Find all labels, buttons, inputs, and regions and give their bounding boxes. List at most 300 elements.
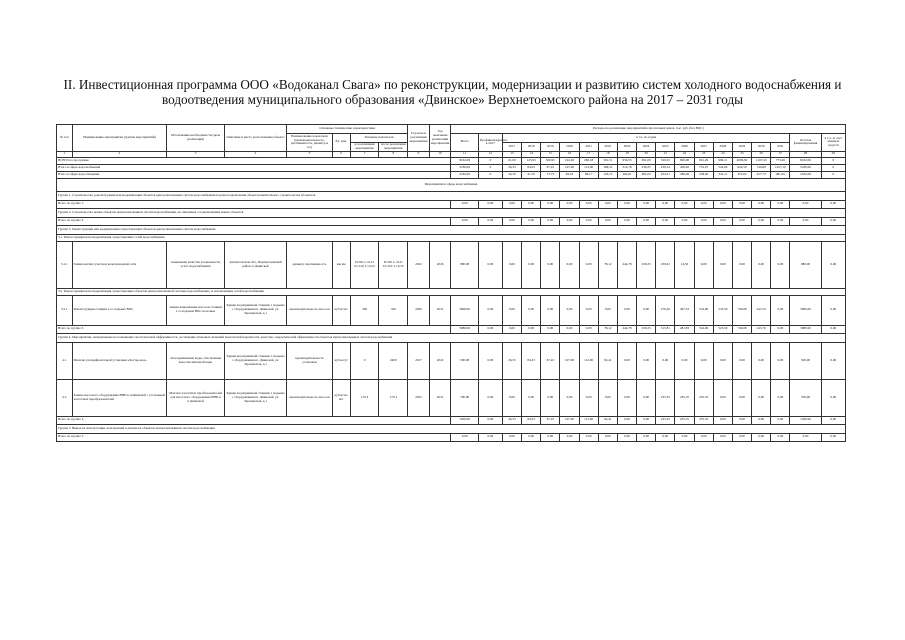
index-cell: 7 xyxy=(350,151,379,157)
measure-location: Здание водоприемной станции 1 подъема с оборудованием п. Двинской, ул. Зареченская, д.1 xyxy=(224,295,286,325)
group-total-label: Всего по группе 2. xyxy=(57,217,451,225)
group-total-value: 0,00 xyxy=(617,217,636,225)
group-total-value: 0,00 xyxy=(771,217,790,225)
measure-year-value: 0,00 xyxy=(732,241,751,288)
total-year-value: 4096,82 xyxy=(732,157,751,164)
measure-purpose: повышение качества и надежности услуг водоснабжения xyxy=(167,241,225,288)
measure-year-start: 2022 xyxy=(408,241,430,288)
measure-year-value: 26,33 xyxy=(502,342,521,379)
group-3-sub-1-row xyxy=(57,234,846,241)
total-year-value: 391,51 xyxy=(598,157,617,164)
measure-year-value: 0,00 xyxy=(502,379,521,416)
measure-year-value: 0,00 xyxy=(598,295,617,325)
group-total-value: 0,00 xyxy=(675,200,694,208)
total-year-value: 61,09 xyxy=(502,157,521,164)
group-total-value: 0,00 xyxy=(656,200,675,208)
group-total-value: 0,00 xyxy=(541,217,560,225)
total-year-value: 1107,43 xyxy=(752,157,771,164)
header-name: Наименование мероприятия (группы мероприятий) xyxy=(72,125,167,152)
group-total-year: 515,81 xyxy=(656,325,675,333)
group-total-value: 0,00 xyxy=(694,200,713,208)
measure-year-value: 235,35 xyxy=(694,379,713,416)
total-year-value: 341,11 xyxy=(713,171,732,178)
measure-no: 4.1 xyxy=(57,342,73,379)
measure-year-value: 0,00 xyxy=(713,241,732,288)
measure-year-value: 0,00 xyxy=(541,241,560,288)
total-year-value: 224,21 xyxy=(656,171,675,178)
group-title: Группа 5. Вывод из эксплуатации, консервация и демонтаж объектов централизованных систем водоснабжения xyxy=(57,424,846,433)
measure-year-value: 0,00 xyxy=(502,295,521,325)
total-before-2017: 0 xyxy=(478,164,502,171)
measure-year-value: 276,20 xyxy=(656,295,675,325)
total-year-value: 260,18 xyxy=(579,157,598,164)
header-total: Всего xyxy=(451,134,479,152)
group-total-year: 67,22 xyxy=(541,416,560,424)
group-total-borrowed: 0,00 xyxy=(821,416,845,424)
group-title: Группа 2. Строительство новых объектов централизованных систем водоснабжения, не связанных с подключением новых объектов xyxy=(57,208,846,217)
measure-year-end: 2031 xyxy=(429,295,451,325)
measure-borrowed: 0,00 xyxy=(821,342,845,379)
group-total-value: 0,00 xyxy=(579,217,598,225)
measure-year-value: 0,00 xyxy=(656,342,675,379)
measure-year-value: 0,00 xyxy=(771,342,790,379)
total-year-value: 1457,10 xyxy=(771,164,790,171)
total-value: 8162,09 xyxy=(451,157,479,164)
index-cell: 28 xyxy=(790,151,821,157)
total-row xyxy=(57,171,846,178)
measure-year-value: 0,00 xyxy=(541,295,560,325)
header-year: 2021 xyxy=(579,143,598,152)
measure-year-value: 0,00 xyxy=(522,241,541,288)
index-cell: 4 xyxy=(224,151,286,157)
header-year: 2026 xyxy=(675,143,694,152)
group-total-value: 0,00 xyxy=(790,217,821,225)
index-cell: 24 xyxy=(713,151,732,157)
index-cell: 12 xyxy=(478,151,502,157)
group-total-before: 0,00 xyxy=(478,325,502,333)
group-total-year: 235,35 xyxy=(675,416,694,424)
index-cell: 23 xyxy=(694,151,713,157)
header-val-before: до реализации мероприятия xyxy=(350,143,379,152)
measure-year-value: 0,00 xyxy=(560,379,579,416)
measure-year-value: 0,00 xyxy=(522,295,541,325)
total-remaining: 2182,09 xyxy=(790,171,821,178)
measure-year-value: 14,30 xyxy=(675,241,694,288)
measure-year-value: 524,00 xyxy=(694,295,713,325)
total-year-value: 73,73 xyxy=(541,171,560,178)
total-year-value: 481,02 xyxy=(637,171,656,178)
measure-param: производительность установки xyxy=(287,342,333,379)
index-cell: 3 xyxy=(167,151,225,157)
measure-purpose: обеззараживание воды, обеспечение качества питьевой воды xyxy=(167,342,225,379)
measure-value-before: 0 xyxy=(350,342,379,379)
group-total-year: 235,35 xyxy=(656,416,675,424)
measure-row xyxy=(57,379,846,416)
measure-year-value: 0,00 xyxy=(771,241,790,288)
measure-year-value: 0,00 xyxy=(752,379,771,416)
measure-year-value: 245,70 xyxy=(752,295,771,325)
measure-year-value: 0,00 xyxy=(579,241,598,288)
group-total-year: 78,12 xyxy=(598,325,617,333)
group-total-year: 235,35 xyxy=(694,416,713,424)
total-year-value: 41,70 xyxy=(522,171,541,178)
group-3-sub-2-row xyxy=(57,288,846,295)
group-total-value: 0,00 xyxy=(752,200,771,208)
measure-no: 4.2 xyxy=(57,379,73,416)
header-tech-group: Основные технические характеристики xyxy=(287,125,408,134)
header-year: 2029 xyxy=(732,143,751,152)
group-total-value: 0,00 xyxy=(451,433,479,441)
page-title xyxy=(60,77,845,107)
header-year-end: Год окончания реализации мероприятия xyxy=(429,125,451,152)
measure-year-value: 0,00 xyxy=(617,379,636,416)
header-year: 2025 xyxy=(656,143,675,152)
total-before-2017: 0 xyxy=(478,171,502,178)
subgroup-title: 3.2. Реконструкция или модернизация существующих объектов централизованной системы водоснабжения, за исключением сетей водоснабжения xyxy=(57,288,846,295)
group-total-value: 0,00 xyxy=(502,433,521,441)
measure-year-value: 0,00 xyxy=(579,379,598,416)
measure-remaining: 980,00 xyxy=(790,241,821,288)
header-purpose: Обоснование необходимости (цель реализации) xyxy=(167,125,225,152)
measure-year-value: 0,00 xyxy=(675,342,694,379)
total-year-value: 991,29 xyxy=(694,157,713,164)
group-total-value: 0,00 xyxy=(637,200,656,208)
total-year-value: 26,33 xyxy=(502,164,521,171)
index-cell: 18 xyxy=(598,151,617,157)
total-year-value: 472,02 xyxy=(732,171,751,178)
measure-year-value: 0,00 xyxy=(598,379,617,416)
index-cell: 9 xyxy=(408,151,430,157)
group-total-value: 0,00 xyxy=(478,200,502,208)
group-4-total-row xyxy=(57,416,846,424)
total-year-value: 656,55 xyxy=(617,157,636,164)
measure-location: Архангельская обл., Верхнетоемский район, п.Двинской xyxy=(224,241,286,288)
measure-location: Здание водоприемной станции 1 подъема с оборудованием п. Двинской, ул. Зареченская, д.1 xyxy=(224,379,286,416)
measure-year-value: 467,53 xyxy=(675,295,694,325)
subgroup-title: 3.1. Реконструкция или модернизация существующих сетей водоснабжения xyxy=(57,234,846,241)
total-year-value: 520,25 xyxy=(656,157,675,164)
group-total-year: 0,00 xyxy=(579,325,598,333)
group-total-year: 112,00 xyxy=(579,416,598,424)
total-year-value: 239,25 xyxy=(637,164,656,171)
group-total-value: 0,00 xyxy=(771,433,790,441)
measure-total: 980,00 xyxy=(451,241,479,288)
total-year-value: 286,40 xyxy=(675,171,694,178)
title-line-2: водоотведения муниципального образования «Двинское» Верхнетоемского района на 2017 – 2031 годы xyxy=(161,92,744,107)
index-cell: 14 xyxy=(522,151,541,157)
measure-param: производительность насосов xyxy=(287,295,333,325)
group-total-value: 0,00 xyxy=(598,217,617,225)
group-total-value: 0,00 xyxy=(560,200,579,208)
measure-year-value: 235,35 xyxy=(675,379,694,416)
index-cell: 8 xyxy=(379,151,408,157)
total-year-value: 300,95 xyxy=(541,157,560,164)
group-total-label: Всего по группе 1. xyxy=(57,200,451,208)
measure-total: 700,00 xyxy=(451,379,479,416)
measure-year-end: 2031 xyxy=(429,379,451,416)
total-year-value: 168,52 xyxy=(598,164,617,171)
measure-year-value: 0,00 xyxy=(637,295,656,325)
total-year-value: 427,73 xyxy=(752,171,771,178)
measure-row xyxy=(57,241,846,288)
total-year-value: 773,49 xyxy=(771,157,790,164)
header-tech-unit: Ед. изм. xyxy=(332,134,350,152)
group-total-remaining: 3980,00 xyxy=(790,325,821,333)
measure-year-value: 0,00 xyxy=(771,295,790,325)
measure-year-start: 2026 xyxy=(408,295,430,325)
group-total-value: 0,00 xyxy=(598,433,617,441)
group-total-value: 0,00 xyxy=(617,433,636,441)
group-total-label: Всего по группе 5. xyxy=(57,433,451,441)
index-cell: 25 xyxy=(732,151,751,157)
measure-year-value: 84,23 xyxy=(522,342,541,379)
group-total-label: Всего по группе 4. xyxy=(57,416,451,424)
index-cell: 29 xyxy=(821,151,845,157)
group-total-borrowed: 0,00 xyxy=(821,325,845,333)
group-total-year: 523,50 xyxy=(713,325,732,333)
group-total-year: 26,33 xyxy=(502,416,521,424)
measure-param: диаметр протяженность xyxy=(287,241,333,288)
group-total-value: 0,00 xyxy=(451,217,479,225)
group-title: Группа 4. Мероприятия, направленные на повышение экологической эффективности, достижение плановых значений показателей надежности, качества, энергетической эффективности объектов централизованных систем водоснабжения xyxy=(57,333,846,342)
group-total-value: 0,00 xyxy=(522,200,541,208)
measure-borrowed: 0,00 xyxy=(821,379,845,416)
total-year-value: 996,00 xyxy=(675,157,694,164)
measure-year-value: 112,00 xyxy=(579,342,598,379)
measure-value-before: 330 xyxy=(350,295,379,325)
measure-unit: куб.м/сут xyxy=(332,342,350,379)
group-total-remaining: 1200,00 xyxy=(790,416,821,424)
group-total-value: 0,00 xyxy=(821,200,845,208)
group-total-year: 749,68 xyxy=(732,325,751,333)
total-year-value: 162,01 xyxy=(617,171,636,178)
group-total-value: 0,00 xyxy=(821,433,845,441)
header-no: № п/п xyxy=(57,125,73,152)
group-total-value: 0,00 xyxy=(637,217,656,225)
group-total-year: 0,00 xyxy=(522,325,541,333)
total-value: 2182,09 xyxy=(451,171,479,178)
index-cell: 5 xyxy=(287,151,333,157)
section-row xyxy=(57,178,846,191)
total-year-value: 524,00 xyxy=(713,164,732,171)
measure-year-value: 0,00 xyxy=(502,241,521,288)
total-year-value: 481,45 xyxy=(771,171,790,178)
total-year-value: 84,10 xyxy=(560,171,579,178)
index-cell: 15 xyxy=(541,151,560,157)
header-row-1 xyxy=(57,125,846,134)
total-borrowed: 0 xyxy=(821,171,845,178)
group-3-total-row xyxy=(57,325,846,333)
group-total-value: 0,00 xyxy=(541,200,560,208)
group-3-row xyxy=(57,225,846,234)
measure-param: производительность насосов xyxy=(287,379,333,416)
total-year-value: 112,00 xyxy=(579,164,598,171)
header-year: 2022 xyxy=(598,143,617,152)
measure-year-value: 239,61 xyxy=(656,241,675,288)
index-cell: 19 xyxy=(617,151,636,157)
header-year: 2030 xyxy=(752,143,771,152)
measure-value-before: D=90; L=0,21 D=110; L=0,25 xyxy=(350,241,379,288)
index-cell: 21 xyxy=(656,151,675,157)
group-1-total-row xyxy=(57,200,846,208)
measure-remaining: 700,00 xyxy=(790,379,821,416)
group-total-label: Всего по группе 3. xyxy=(57,325,451,333)
group-total-year: 245,70 xyxy=(752,325,771,333)
group-total-value: 0,00 xyxy=(732,217,751,225)
header-year: 2024 xyxy=(637,143,656,152)
header-costs-group: Расходы на реализацию мероприятий в прогнозных ценах, тыс. руб. (без НДС) xyxy=(451,125,846,134)
total-year-value: 126,72 xyxy=(598,171,617,178)
measure-year-value: 0,00 xyxy=(617,295,636,325)
total-label: Итого в сфере водоотведения xyxy=(57,171,451,178)
measure-row xyxy=(57,295,846,325)
header-val-after: после реализации мероприятия xyxy=(380,142,406,150)
measure-year-value: 0,00 xyxy=(713,379,732,416)
investment-table xyxy=(56,124,846,442)
total-borrowed: 0 xyxy=(821,157,845,164)
measure-before-2017: 0,00 xyxy=(478,379,502,416)
measure-row xyxy=(57,342,846,379)
measure-before-2017: 0,00 xyxy=(478,342,502,379)
measure-year-value: 0,00 xyxy=(752,241,771,288)
measure-borrowed: 0,00 xyxy=(821,295,845,325)
group-total-year: 107,00 xyxy=(560,416,579,424)
measure-unit: куб.м/час xyxy=(332,295,350,325)
header-borrowed: в т.ч. за счет заемных средств xyxy=(821,134,845,152)
index-cell: 1 xyxy=(57,151,73,157)
group-total-value: 0,00 xyxy=(752,217,771,225)
group-total-year: 0,00 xyxy=(752,416,771,424)
group-total-value: 0,00 xyxy=(675,433,694,441)
group-total-value: 0,00 xyxy=(656,433,675,441)
measure-year-value: 0,00 xyxy=(560,241,579,288)
total-year-value: 624,50 xyxy=(732,164,751,171)
group-total-value: 0,00 xyxy=(579,433,598,441)
measure-year-value: 107,00 xyxy=(560,342,579,379)
total-year-value: 238,40 xyxy=(694,171,713,178)
header-location: Описание и место расположения объекта xyxy=(224,125,286,152)
group-total-year: 239,25 xyxy=(637,325,656,333)
total-year-value: 691,00 xyxy=(637,157,656,164)
measure-value-after: D=90; L=0,21 D=110; L=0,25 xyxy=(379,241,408,288)
measure-year-value: 239,25 xyxy=(637,241,656,288)
measure-purpose: Монтаж частотных преобразователей для насосного оборудования ВНП в п.Двинской xyxy=(167,379,225,416)
group-total-value: 0,00 xyxy=(821,217,845,225)
measure-year-value: 0,00 xyxy=(560,295,579,325)
measure-value-after: 170 4 xyxy=(379,379,408,416)
group-total-year: 481,83 xyxy=(675,325,694,333)
group-1-row xyxy=(57,191,846,200)
measure-year-value: 0,00 xyxy=(732,342,751,379)
total-year-value: 314,78 xyxy=(617,164,636,171)
index-cell: 6 xyxy=(332,151,350,157)
section-title: Мероприятия в сфере водоснабжения xyxy=(57,178,846,191)
group-total-value: 3980,00 xyxy=(451,325,479,333)
total-year-value: 996,11 xyxy=(713,157,732,164)
group-total-year: 0,00 xyxy=(637,416,656,424)
measure-year-value: 67,22 xyxy=(541,342,560,379)
group-title: Группа 1. Строительство, реконструкция или модернизация объектов централизованных систем водоснабжения в целях подключения объектов капитального строительства абонентов xyxy=(57,191,846,200)
measure-year-value: 0,00 xyxy=(694,342,713,379)
group-total-value: 0,00 xyxy=(732,433,751,441)
header-year: 2028 xyxy=(713,143,732,152)
group-total-value: 0,00 xyxy=(694,433,713,441)
group-total-value: 0,00 xyxy=(637,433,656,441)
measure-year-value: 0,00 xyxy=(771,379,790,416)
index-cell: 16 xyxy=(560,151,579,157)
measure-year-value: 0,00 xyxy=(541,379,560,416)
header-year: 2020 xyxy=(560,143,579,152)
header-year: 2017 xyxy=(502,143,521,152)
group-total-year: 0,00 xyxy=(713,416,732,424)
measure-total: 3000,00 xyxy=(451,295,479,325)
index-cell: 11 xyxy=(451,151,479,157)
total-year-value: 239,54 xyxy=(656,164,675,171)
measure-remaining: 500,00 xyxy=(790,342,821,379)
index-cell: 17 xyxy=(579,151,598,157)
total-year-value: 34,76 xyxy=(502,171,521,178)
total-year-value: 192,20 xyxy=(560,157,579,164)
group-total-year: 0,00 xyxy=(541,325,560,333)
measure-value-after: 2400 xyxy=(379,342,408,379)
header-tech-name: Наименование показателя (производительность, протяженность, диаметр и т.п.) xyxy=(287,134,333,152)
measure-year-value: 0,00 xyxy=(617,342,636,379)
header-year: 2023 xyxy=(617,143,636,152)
group-total-value: 0,00 xyxy=(502,200,521,208)
total-label: ВСЕГО по программе xyxy=(57,157,451,164)
measure-year-value: 0,00 xyxy=(713,342,732,379)
total-year-value: 80,17 xyxy=(579,171,598,178)
total-remaining: 8162,09 xyxy=(790,157,821,164)
group-total-value: 0,00 xyxy=(771,200,790,208)
measure-year-value: 0,00 xyxy=(637,342,656,379)
measure-year-value: 0,00 xyxy=(522,379,541,416)
measure-year-value: 0,00 xyxy=(694,241,713,288)
group-total-value: 0,00 xyxy=(656,217,675,225)
header-year: 2018 xyxy=(522,143,541,152)
total-row xyxy=(57,157,846,164)
group-total-value: 0,00 xyxy=(732,200,751,208)
group-total-value: 0,00 xyxy=(694,217,713,225)
total-before-2017: 0 xyxy=(478,157,502,164)
total-borrowed: 0 xyxy=(821,164,845,171)
group-total-value: 0,00 xyxy=(598,200,617,208)
total-label: Итого в сфере водоснабжения xyxy=(57,164,451,171)
total-year-value: 84,23 xyxy=(522,164,541,171)
group-5-row xyxy=(57,424,846,433)
measure-year-value: 235,35 xyxy=(656,379,675,416)
group-total-year: 84,23 xyxy=(522,416,541,424)
measure-year-value: 0,00 xyxy=(579,295,598,325)
measure-year-value: 244,78 xyxy=(617,241,636,288)
measure-year-value: 0,00 xyxy=(732,379,751,416)
measure-name: Замена насосного оборудования ВНП в п.Двинской с установкой частотных преобразователей xyxy=(72,379,167,416)
measure-value-after: 330 xyxy=(379,295,408,325)
measure-year-value: 749,68 xyxy=(732,295,751,325)
group-total-value: 0,00 xyxy=(451,200,479,208)
group-total-value: 0,00 xyxy=(752,433,771,441)
measure-total: 500,00 xyxy=(451,342,479,379)
measure-name: Реконструкция станции 1-го подъема ВОС xyxy=(72,295,167,325)
measure-year-value: 78,12 xyxy=(598,241,617,288)
measure-before-2017: 0,00 xyxy=(478,241,502,288)
group-total-value: 0,00 xyxy=(675,217,694,225)
group-5-total-row xyxy=(57,433,846,441)
measure-no: 3.2.1 xyxy=(57,295,73,325)
group-2-row xyxy=(57,208,846,217)
group-total-year: 0,00 xyxy=(502,325,521,333)
group-total-value: 0,00 xyxy=(541,433,560,441)
